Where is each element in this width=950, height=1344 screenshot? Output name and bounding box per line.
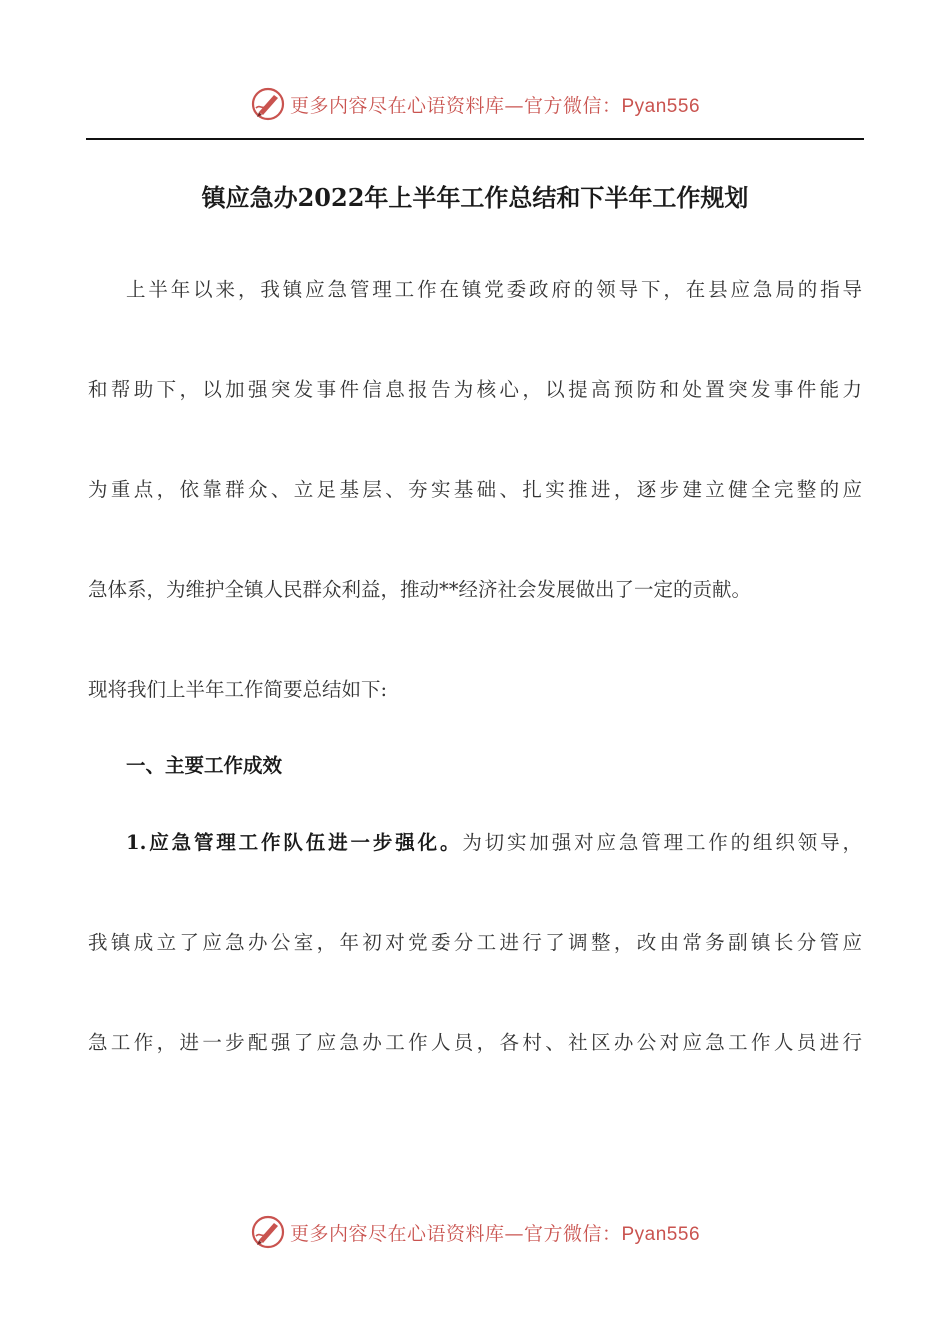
item-1-line-1 [126, 827, 862, 855]
intro-line-3: 为重点，依靠群众、立足基层、夯实基础、扎实推进，逐步建立健全完整的应 [88, 478, 862, 501]
intro-line-5: 现将我们上半年工作简要总结如下: [88, 678, 388, 701]
document-title: 镇应急办2022年上半年工作总结和下半年工作规划 [201, 183, 749, 212]
footer-banner-text [290, 1219, 700, 1246]
header-banner [0, 82, 950, 126]
pen-logo-icon [250, 86, 286, 122]
header-divider [86, 138, 864, 140]
footer-wechat-account: Pyan556 [621, 1223, 701, 1245]
header-banner-label: 更多内容尽在心语资料库—官方微信： [289, 94, 622, 117]
item-1-line-2: 我镇成立了应急办公室，年初对党委分工进行了调整，改由常务副镇长分管应 [88, 931, 862, 954]
header-wechat-account: Pyan556 [621, 95, 701, 117]
item-1-text: 为切实加强对应急管理工作的组织领导， [462, 831, 862, 854]
intro-line-4: 急体系，为维护全镇人民群众利益，推动**经济社会发展做出了一定的贡献。 [88, 578, 752, 601]
section-heading-1: 一、主要工作成效 [126, 754, 283, 777]
header-banner-text [290, 91, 700, 118]
intro-line-2: 和帮助下，以加强突发事件信息报告为核心，以提高预防和处置突发事件能力 [88, 378, 862, 401]
pen-logo-icon [250, 1214, 286, 1250]
item-1-line-3: 急工作，进一步配强了应急办工作人员，各村、社区办公对应急工作人员进行 [88, 1031, 862, 1054]
intro-line-1: 上半年以来，我镇应急管理工作在镇党委政府的领导下，在县应急局的指导 [126, 278, 862, 301]
footer-banner-label: 更多内容尽在心语资料库—官方微信： [289, 1222, 622, 1245]
footer-banner [0, 1210, 950, 1254]
item-1-title: 1.应急管理工作队伍进一步强化。 [126, 831, 463, 854]
